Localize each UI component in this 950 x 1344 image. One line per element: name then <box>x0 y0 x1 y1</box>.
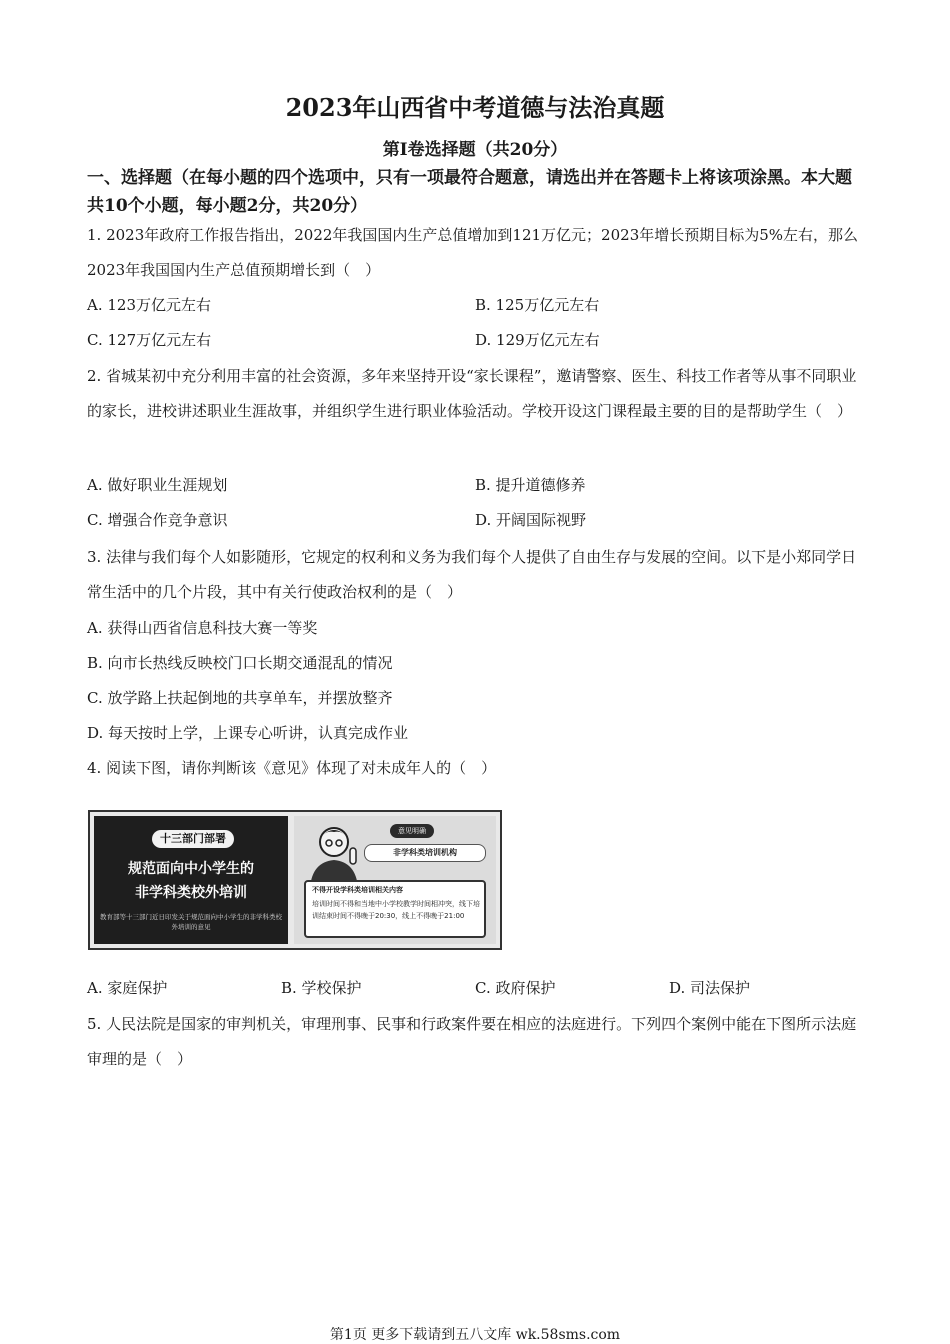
figure-poster-right <box>294 816 496 944</box>
question-1-option-b: B. 125万亿元左右 <box>475 296 600 314</box>
question-4-stem: 4. 阅读下图，请你判断该《意见》体现了对未成年人的（ ） <box>87 759 497 777</box>
page-footer: 第1页 更多下载请到五八文库 wk.58sms.com <box>329 1327 621 1343</box>
figure-badge: 意见明确 <box>390 824 434 838</box>
figure-rule-box <box>304 880 486 938</box>
question-3-option-c: C. 放学路上扶起倒地的共享单车，并摆放整齐 <box>87 689 393 707</box>
cartoon-person-icon <box>304 822 364 888</box>
question-2-stem: 2. 省城某初中充分利用丰富的社会资源，多年来坚持开设“家长课程”，邀请警察、医生、科技工作者等从事不同职业的家长，进校讲述职业生涯故事，并组织学生进行职业体验活动。学校开设这门课程最主要的目的是帮助学生（ ） <box>87 367 857 420</box>
question-2-option-c: C. 增强合作竞争意识 <box>87 511 228 529</box>
question-4-option-d: D. 司法保护 <box>669 979 751 997</box>
figure-poster-left <box>94 816 288 944</box>
question-5-stem: 5. 人民法院是国家的审判机关，审理刑事、民事和行政案件要在相应的法庭进行。下列四个案例中能在下图所示法庭审理的是（ ） <box>87 1015 857 1068</box>
figure-headline-2: 非学科类校外培训 <box>135 885 247 901</box>
question-1-option-d: D. 129万亿元左右 <box>475 331 600 349</box>
question-4-figure <box>88 810 502 950</box>
question-4-option-b: B. 学校保护 <box>281 979 362 997</box>
question-3-option-a: A. 获得山西省信息科技大赛一等奖 <box>87 619 318 637</box>
question-4-option-c: C. 政府保护 <box>475 979 556 997</box>
figure-note: 教育部等十三部门近日印发关于规范面向中小学生的非学科类校外培训的意见 <box>100 913 282 931</box>
question-2-option-a: A. 做好职业生涯规划 <box>87 476 228 494</box>
page-title: 2023年山西省中考道德与法治真题 <box>285 93 665 122</box>
question-3-option-d: D. 每天按时上学，上课专心听讲，认真完成作业 <box>87 724 409 742</box>
question-1-stem: 1. 2023年政府工作报告指出，2022年我国国内生产总值增加到121万亿元；2023年增长预期目标为5%左右，那么2023年我国国内生产总值预期增长到（ ） <box>87 226 859 279</box>
section-subtitle: 第Ⅰ卷选择题（共20分） <box>382 140 568 160</box>
question-4-option-a: A. 家庭保护 <box>87 979 168 997</box>
figure-rule-text: 培训时间不得和当地中小学校教学时间相冲突，线下培训结束时间不得晚于20:30，线上不得晚于21:00 <box>312 900 480 920</box>
question-3-stem: 3. 法律与我们每个人如影随形，它规定的权利和义务为我们每个人提供了自由生存与发展的空间。以下是小郑同学日常生活中的几个片段，其中有关行使政治权利的是（ ） <box>87 548 857 601</box>
question-2-option-d: D. 开阔国际视野 <box>475 511 587 529</box>
question-3-option-b: B. 向市长热线反映校门口长期交通混乱的情况 <box>87 654 393 672</box>
figure-banner: 十三部门部署 <box>152 830 234 848</box>
figure-rule-title: 不得开设学科类培训相关内容 <box>312 886 403 894</box>
figure-subheading: 非学科类培训机构 <box>364 844 486 862</box>
question-2-option-b: B. 提升道德修养 <box>475 476 586 494</box>
figure-headline-1: 规范面向中小学生的 <box>128 861 254 877</box>
section-instructions: 一、选择题（在每小题的四个选项中，只有一项最符合题意，请选出并在答题卡上将该项涂黑。本大题共10个小题，每小题2分，共20分） <box>87 168 852 216</box>
question-1-option-a: A. 123万亿元左右 <box>87 296 211 314</box>
question-1-option-c: C. 127万亿元左右 <box>87 331 212 349</box>
